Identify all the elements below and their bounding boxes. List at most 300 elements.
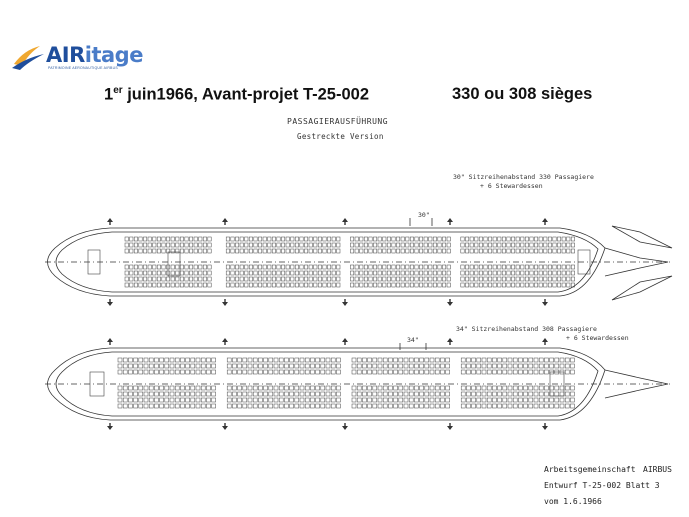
upper-seat xyxy=(521,243,524,247)
lower-seat xyxy=(461,358,465,362)
upper-seat xyxy=(291,271,294,275)
lower-seat xyxy=(529,358,533,362)
upper-seat xyxy=(226,243,229,247)
upper-seat xyxy=(245,237,248,241)
upper-seat xyxy=(337,277,340,281)
lower-seat xyxy=(544,370,548,374)
upper-seat xyxy=(199,271,202,275)
lower-seat xyxy=(290,404,294,408)
upper-seat xyxy=(337,237,340,241)
upper-seat xyxy=(153,283,156,287)
lower-seat xyxy=(170,386,174,390)
upper-seat xyxy=(544,271,547,275)
upper-seat xyxy=(419,271,422,275)
lower-seat xyxy=(388,386,392,390)
upper-seat xyxy=(364,243,367,247)
upper-seat xyxy=(401,237,404,241)
upper-seat xyxy=(323,249,326,253)
upper-seat xyxy=(498,237,501,241)
lower-seat xyxy=(310,386,314,390)
upper-seat xyxy=(350,243,353,247)
lower-seat xyxy=(149,358,153,362)
upper-seat xyxy=(295,265,298,269)
upper-seat xyxy=(534,243,537,247)
lower-seat xyxy=(326,386,330,390)
lower-seat xyxy=(503,386,507,390)
lower-seat xyxy=(269,370,273,374)
upper-seat xyxy=(189,277,192,281)
upper-seat xyxy=(199,277,202,281)
lower-seat xyxy=(196,358,200,362)
lower-seat xyxy=(352,370,356,374)
upper-seat xyxy=(295,283,298,287)
upper-seat xyxy=(369,249,372,253)
upper-seat xyxy=(355,237,358,241)
upper-seat xyxy=(364,249,367,253)
upper-seat xyxy=(125,243,128,247)
lower-seat xyxy=(544,386,548,390)
upper-seat xyxy=(203,277,206,281)
upper-seat xyxy=(157,249,160,253)
upper-seat xyxy=(208,283,211,287)
upper-seat xyxy=(378,277,381,281)
upper-seat xyxy=(378,249,381,253)
upper-seat xyxy=(332,243,335,247)
lower-seat xyxy=(352,358,356,362)
lower-seat xyxy=(269,358,273,362)
upper-exit-arrow-top xyxy=(107,218,113,222)
upper-exit-arrow-top xyxy=(222,218,228,222)
upper-seat xyxy=(442,243,445,247)
lower-seat xyxy=(399,364,403,368)
lower-seat xyxy=(498,386,502,390)
upper-seat xyxy=(488,277,491,281)
upper-seat xyxy=(235,237,238,241)
upper-seat xyxy=(364,277,367,281)
upper-seat xyxy=(162,249,165,253)
upper-seat xyxy=(521,237,524,241)
upper-seat xyxy=(511,283,514,287)
lower-seat xyxy=(394,404,398,408)
upper-seat xyxy=(268,249,271,253)
lower-seat xyxy=(279,398,283,402)
drawing-header: PASSAGIERAUSFÜHRUNG xyxy=(287,117,389,126)
upper-seat xyxy=(157,277,160,281)
lower-seat xyxy=(420,364,424,368)
lower-seat xyxy=(565,386,569,390)
upper-seat xyxy=(240,271,243,275)
upper-seat xyxy=(470,237,473,241)
upper-seat xyxy=(525,271,528,275)
upper-exit-arrow-bottom xyxy=(222,302,228,306)
lower-seat xyxy=(264,392,268,396)
lower-seat xyxy=(435,358,439,362)
upper-seat xyxy=(139,249,142,253)
lower-seat xyxy=(555,364,559,368)
lower-seat xyxy=(472,364,476,368)
lower-seat xyxy=(440,392,444,396)
upper-seat xyxy=(295,249,298,253)
upper-seat xyxy=(162,277,165,281)
lower-seat xyxy=(461,398,465,402)
upper-seat xyxy=(544,283,547,287)
upper-seat xyxy=(360,265,363,269)
lower-seat xyxy=(154,364,158,368)
upper-seat xyxy=(544,265,547,269)
upper-seat xyxy=(231,283,234,287)
upper-seat xyxy=(194,283,197,287)
upper-seat xyxy=(567,249,570,253)
lower-seat xyxy=(128,370,132,374)
upper-seat xyxy=(493,237,496,241)
lower-exit-arrow-top xyxy=(222,338,228,342)
lower-seat xyxy=(430,358,434,362)
lower-seat xyxy=(570,358,574,362)
upper-seat xyxy=(447,265,450,269)
lower-seat xyxy=(310,392,314,396)
upper-seat xyxy=(511,265,514,269)
lower-seat xyxy=(232,404,236,408)
title-block-line3: vom 1.6.1966 xyxy=(544,497,602,506)
upper-seat xyxy=(360,249,363,253)
lower-seat xyxy=(206,370,210,374)
lower-seat xyxy=(274,404,278,408)
upper-seat xyxy=(396,265,399,269)
lower-seat xyxy=(570,398,574,402)
lower-seat xyxy=(492,404,496,408)
upper-seat xyxy=(507,237,510,241)
lower-seat xyxy=(149,364,153,368)
lower-seat xyxy=(368,358,372,362)
lower-seat xyxy=(383,392,387,396)
upper-seat xyxy=(263,271,266,275)
upper-seat xyxy=(350,277,353,281)
lower-seat xyxy=(160,364,164,368)
upper-seat xyxy=(419,249,422,253)
upper-seat xyxy=(189,271,192,275)
upper-seat xyxy=(189,283,192,287)
upper-seat xyxy=(350,249,353,253)
upper-seat xyxy=(148,283,151,287)
upper-seat xyxy=(263,243,266,247)
upper-seat xyxy=(424,237,427,241)
lower-seat xyxy=(123,392,127,396)
upper-seat xyxy=(208,265,211,269)
upper-seat xyxy=(442,237,445,241)
upper-seat xyxy=(401,265,404,269)
lower-seat xyxy=(227,358,231,362)
upper-seat xyxy=(410,265,413,269)
upper-seat xyxy=(475,265,478,269)
upper-seat xyxy=(171,271,174,275)
upper-seat xyxy=(516,271,519,275)
lower-seat xyxy=(279,358,283,362)
lower-seat xyxy=(191,386,195,390)
upper-seat xyxy=(180,249,183,253)
upper-seat xyxy=(470,271,473,275)
lower-seat xyxy=(331,370,335,374)
lower-seat xyxy=(555,358,559,362)
lower-seat xyxy=(399,398,403,402)
lower-seat xyxy=(300,370,304,374)
lower-seat xyxy=(316,364,320,368)
upper-seat xyxy=(185,243,188,247)
lower-seat xyxy=(518,404,522,408)
lower-seat xyxy=(404,358,408,362)
lower-seat xyxy=(232,392,236,396)
lower-seat xyxy=(425,364,429,368)
lower-seat xyxy=(305,370,309,374)
upper-seat xyxy=(410,283,413,287)
lower-seat xyxy=(492,392,496,396)
lower-seat xyxy=(357,358,361,362)
upper-seat xyxy=(465,271,468,275)
upper-seat xyxy=(300,271,303,275)
lower-seat xyxy=(274,358,278,362)
upper-seat xyxy=(424,249,427,253)
lower-seat xyxy=(321,370,325,374)
upper-seat xyxy=(470,243,473,247)
lower-seat xyxy=(388,392,392,396)
lower-seat xyxy=(477,398,481,402)
lower-seat xyxy=(368,370,372,374)
lower-seat xyxy=(284,358,288,362)
upper-seat xyxy=(479,249,482,253)
upper-seat xyxy=(139,271,142,275)
upper-seat xyxy=(548,243,551,247)
upper-seat xyxy=(166,283,169,287)
lower-seat xyxy=(373,392,377,396)
lower-seat xyxy=(388,398,392,402)
upper-seat xyxy=(396,271,399,275)
upper-seat xyxy=(272,265,275,269)
lower-seat xyxy=(253,370,257,374)
upper-seat xyxy=(318,243,321,247)
lower-seat xyxy=(180,358,184,362)
lower-seat xyxy=(425,404,429,408)
lower-seat xyxy=(446,392,450,396)
upper-seat xyxy=(226,283,229,287)
upper-seat xyxy=(153,277,156,281)
lower-seat xyxy=(238,370,242,374)
upper-seat xyxy=(148,237,151,241)
lower-seat xyxy=(373,364,377,368)
upper-seat xyxy=(396,249,399,253)
lower-seat xyxy=(206,386,210,390)
upper-seat xyxy=(180,271,183,275)
lower-seat xyxy=(446,386,450,390)
lower-seat xyxy=(409,386,413,390)
upper-seat xyxy=(442,283,445,287)
title-block-line1-right: AIRBUS xyxy=(643,465,672,474)
lower-seat xyxy=(284,386,288,390)
lower-seat xyxy=(368,386,372,390)
lower-seat xyxy=(420,404,424,408)
lower-seat xyxy=(362,370,366,374)
lower-seat xyxy=(394,386,398,390)
upper-seat xyxy=(309,277,312,281)
upper-seat xyxy=(553,237,556,241)
upper-seat xyxy=(387,265,390,269)
upper-seat xyxy=(254,249,257,253)
lower-seat xyxy=(118,364,122,368)
upper-seat xyxy=(534,249,537,253)
lower-seat xyxy=(232,398,236,402)
upper-seat xyxy=(176,249,179,253)
lower-seat xyxy=(191,358,195,362)
upper-seat xyxy=(153,249,156,253)
lower-seat xyxy=(284,392,288,396)
lower-seat xyxy=(472,398,476,402)
upper-seat xyxy=(332,249,335,253)
lower-seat xyxy=(534,404,538,408)
upper-seat xyxy=(410,243,413,247)
upper-seat xyxy=(277,265,280,269)
upper-seat xyxy=(387,249,390,253)
upper-seat xyxy=(410,277,413,281)
upper-seat xyxy=(231,249,234,253)
upper-exit-arrow-bottom xyxy=(542,302,548,306)
lower-seat xyxy=(482,398,486,402)
lower-seat xyxy=(435,364,439,368)
lower-seat xyxy=(440,358,444,362)
upper-seat xyxy=(277,243,280,247)
lower-seat xyxy=(274,398,278,402)
upper-seat xyxy=(438,277,441,281)
lower-seat xyxy=(139,370,143,374)
upper-seat xyxy=(226,265,229,269)
upper-seat xyxy=(143,271,146,275)
upper-seat xyxy=(180,265,183,269)
upper-seat xyxy=(286,249,289,253)
upper-seat xyxy=(337,243,340,247)
lower-seat xyxy=(258,386,262,390)
lower-seat xyxy=(513,358,517,362)
upper-seat xyxy=(134,271,137,275)
lower-seat xyxy=(560,404,564,408)
lower-seat xyxy=(206,392,210,396)
upper-seat xyxy=(383,277,386,281)
upper-seat xyxy=(521,277,524,281)
lower-seat xyxy=(238,364,242,368)
upper-seat xyxy=(415,265,418,269)
upper-seat xyxy=(392,237,395,241)
upper-seat xyxy=(567,277,570,281)
upper-seat xyxy=(369,237,372,241)
upper-seat xyxy=(208,249,211,253)
lower-seat xyxy=(269,404,273,408)
lower-seat xyxy=(170,392,174,396)
lower-seat xyxy=(160,404,164,408)
upper-seat xyxy=(314,237,317,241)
lower-seat xyxy=(487,392,491,396)
lower-seat xyxy=(565,404,569,408)
lower-seat xyxy=(258,398,262,402)
lower-seat xyxy=(362,358,366,362)
lower-seat xyxy=(253,364,257,368)
lower-seat xyxy=(420,392,424,396)
lower-seat xyxy=(404,392,408,396)
upper-seat xyxy=(323,243,326,247)
upper-seat xyxy=(525,249,528,253)
lower-seat xyxy=(248,370,252,374)
lower-seat xyxy=(118,358,122,362)
lower-seat xyxy=(362,392,366,396)
lower-seat xyxy=(518,358,522,362)
lower-seat xyxy=(284,364,288,368)
upper-seat xyxy=(277,237,280,241)
upper-seat xyxy=(516,265,519,269)
lower-seat xyxy=(321,386,325,390)
lower-seat xyxy=(300,392,304,396)
lower-seat xyxy=(175,386,179,390)
upper-seat xyxy=(567,265,570,269)
upper-seat xyxy=(327,283,330,287)
lower-seat xyxy=(524,392,528,396)
lower-seat xyxy=(472,358,476,362)
upper-seat xyxy=(240,283,243,287)
lower-seat xyxy=(206,364,210,368)
upper-tail xyxy=(605,226,672,300)
lower-seat xyxy=(560,364,564,368)
upper-seat xyxy=(392,243,395,247)
upper-seat xyxy=(433,265,436,269)
lower-seat xyxy=(409,392,413,396)
lower-seat xyxy=(316,370,320,374)
upper-seat xyxy=(153,243,156,247)
upper-seat xyxy=(350,271,353,275)
upper-seat xyxy=(373,277,376,281)
lower-seat xyxy=(201,364,205,368)
lower-seat xyxy=(160,392,164,396)
upper-seat xyxy=(442,271,445,275)
upper-seat xyxy=(249,265,252,269)
lower-seat xyxy=(279,364,283,368)
upper-seat xyxy=(534,283,537,287)
upper-seat xyxy=(484,271,487,275)
upper-seat xyxy=(521,249,524,253)
upper-seat xyxy=(502,243,505,247)
upper-seat xyxy=(396,283,399,287)
lower-seat xyxy=(305,392,309,396)
upper-seat xyxy=(277,249,280,253)
upper-seat xyxy=(171,237,174,241)
upper-seat xyxy=(208,237,211,241)
upper-seat xyxy=(125,249,128,253)
lower-seat xyxy=(560,392,564,396)
upper-seat xyxy=(419,237,422,241)
upper-seat xyxy=(125,265,128,269)
upper-seat xyxy=(291,237,294,241)
upper-seat xyxy=(332,265,335,269)
lower-seat xyxy=(477,386,481,390)
lower-seat xyxy=(503,370,507,374)
upper-seat xyxy=(268,243,271,247)
upper-seat xyxy=(323,265,326,269)
lower-seat xyxy=(264,398,268,402)
upper-seat xyxy=(125,277,128,281)
upper-seat xyxy=(350,283,353,287)
upper-seat xyxy=(162,265,165,269)
upper-seat xyxy=(314,283,317,287)
lower-seat xyxy=(425,370,429,374)
upper-seat xyxy=(465,249,468,253)
lower-config-line1: 34" Sitzreihenabstand 308 Passagiere xyxy=(456,325,597,333)
lower-seat xyxy=(518,392,522,396)
upper-seat xyxy=(502,277,505,281)
lower-seat xyxy=(503,358,507,362)
lower-seat xyxy=(154,392,158,396)
